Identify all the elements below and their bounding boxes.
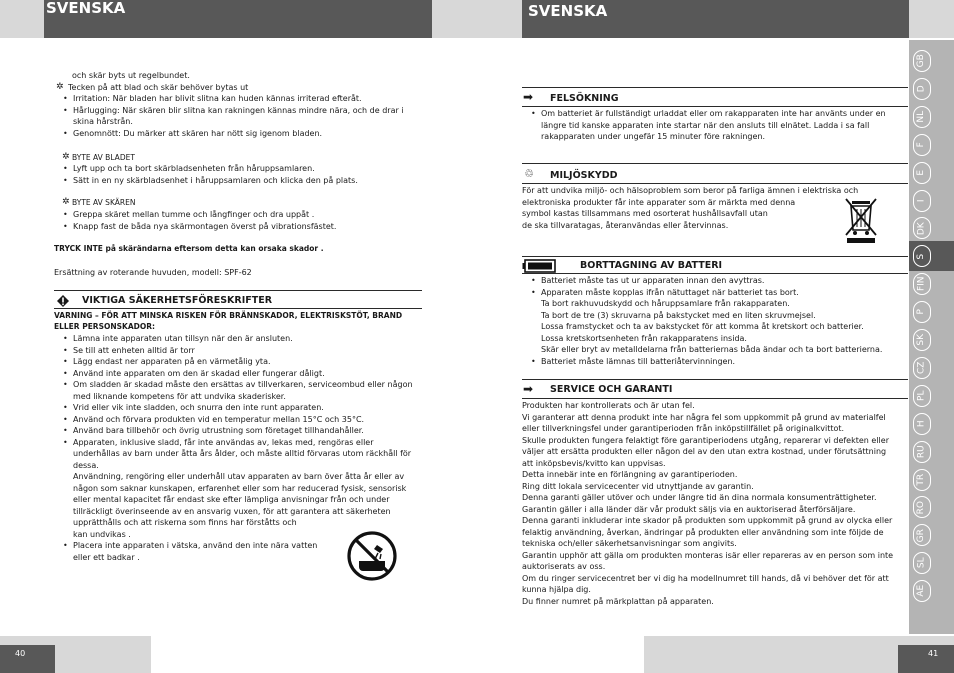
language-tab-gb[interactable]: [913, 50, 931, 72]
trouble-line: rakapparaten under ungefär 15 minuter före rakningen.: [541, 132, 766, 141]
language-tab-i[interactable]: [913, 190, 931, 212]
battery-rule-top: [522, 256, 908, 257]
cutter-title: BYTE AV SKÄREN: [72, 198, 136, 207]
language-code: GR: [916, 528, 927, 542]
wear-bullet: • Hårlugging: När skären blir slitna kan rakningen kännas mindre nära, och de drar i: [73, 105, 404, 117]
left-page-number: 40: [15, 649, 26, 658]
recycle-icon: ♲: [524, 167, 534, 180]
service-line: Ring ditt lokala servicecenter vid utnyttjande av garantin.: [522, 481, 754, 491]
battery-line: • Batteriet måste lämnas till batteriåtervinningen.: [541, 356, 735, 368]
language-tab-sl[interactable]: [913, 552, 931, 574]
service-line: felaktig användning, åverkan, ändringar på produkten eller användning som inte följde de: [522, 527, 884, 537]
safety-line: eller mental kapacitet får endast ske efter lämpliga anvisningar från och under: [73, 495, 390, 504]
warning-icon: [56, 294, 70, 308]
language-code: E: [916, 169, 927, 176]
language-tab-f[interactable]: [913, 134, 931, 156]
env-line: elektroniska produkter får inte apparater som är märkta med denna: [522, 198, 796, 207]
battery-line: Lossa framstycket och ta av bakstycket för att komma åt kretskort och batterier.: [541, 322, 864, 331]
language-code: DK: [916, 221, 927, 235]
service-line: Vi garanterar att denna produkt inte har några fel som uppkommit på grund av materialfel: [522, 412, 886, 422]
language-tab-gr[interactable]: [913, 524, 931, 546]
safety-line: • Använd inte apparaten om den är skadad eller fungerar dåligt.: [73, 368, 325, 380]
service-line: eller tillverkningsfel under garantiperioden från inköpstillfället på originalkvittot.: [522, 424, 845, 433]
language-tab-h[interactable]: [913, 413, 931, 435]
safety-line: • Lägg endast ner apparaten på en värmetålig yta.: [73, 356, 271, 368]
gear-icon: ✲: [62, 197, 70, 207]
service-line: Garantin upphör att gälla om produkten monteras isär eller repareras av en person som inte: [522, 550, 894, 560]
language-tab-tr[interactable]: [913, 469, 931, 491]
safety-line: • Använd och förvara produkten vid en temperatur mellan 15°C och 35°C.: [73, 414, 364, 426]
battery-rule-bottom: [522, 273, 908, 274]
language-code: D: [916, 85, 927, 93]
safety-line: underhållas av barn under åtta års ålder, och måste alltid förvaras utom räckhåll för: [73, 449, 412, 458]
safety-line: kan undvikas .: [73, 529, 131, 539]
right-footer-number-box: [898, 645, 954, 673]
language-code: GB: [916, 54, 927, 68]
cutter-bullet: • Greppa skäret mellan tumme och långfinger och dra uppåt .: [73, 209, 314, 221]
safety-line: • Se till att enheten alltid är torr: [73, 345, 195, 357]
language-tab-dk[interactable]: [913, 217, 931, 239]
service-line: Skulle produkten fungera felaktigt före garantiperiodens utgång, reparerar vi defekten eller: [522, 435, 889, 445]
language-tab-cz[interactable]: [913, 357, 931, 379]
safety-line: någon som saknar kunskapen, erfarenhet eller som har reducerad fysisk, sensorisk: [73, 483, 407, 493]
intro-line: och skär byts ut regelbundet.: [72, 71, 190, 80]
env-line: de ska tillvaratagas, återanvändas eller återvinnas.: [522, 221, 729, 230]
language-code: I: [916, 199, 927, 202]
language-tab-ae[interactable]: [913, 580, 931, 602]
battery-heading: BORTTAGNING AV BATTERI: [580, 260, 723, 271]
env-rule-bottom: [522, 183, 908, 184]
wear-bullet: • Genomnött: Du märker att skären har nött sig igenom bladen.: [73, 128, 322, 140]
language-code: F: [916, 142, 927, 148]
env-heading: MILJÖSKYDD: [550, 170, 618, 181]
safety-line: • Placera inte apparaten i vätska, använd den inte nära vatten: [73, 540, 317, 552]
safety-warning-line: VARNING – FÖR ATT MINSKA RISKEN FÖR BRÄNNSKADOR, ELEKTRISKSTÖT, BRAND: [54, 311, 403, 320]
safety-rule-bottom: [54, 308, 422, 309]
safety-heading: VIKTIGA SÄKERHETSFÖRESKRIFTER: [82, 295, 273, 306]
right-page-number: 41: [928, 649, 939, 658]
trouble-line: • Om batteriet är fullständigt urladdat eller om rakapparaten inte har använts under en: [541, 108, 886, 120]
safety-line: tillräckligt överinseende av en ansvarig vuxen, för att garantera att säkerheten: [73, 506, 391, 516]
language-tab-pl[interactable]: [913, 385, 931, 407]
replacement-heads: Ersättning av roterande huvuden, modell: SPF-62: [54, 268, 252, 277]
safety-line: • Använd bara tillbehör och övrig utrustning som företaget tillhandahåller.: [73, 425, 364, 437]
safety-line: dessa.: [73, 460, 99, 470]
safety-line: • Apparaten, inklusive sladd, får inte användas av, lekas med, rengöras eller: [73, 437, 374, 449]
arrow-right-icon: ➡: [523, 90, 534, 104]
left-footer-number-box: [0, 645, 55, 673]
no-bath-icon: [347, 531, 397, 581]
service-rule-bottom: [522, 398, 908, 399]
language-code: NL: [916, 110, 927, 123]
service-line: Denna garanti inkluderar inte skador på produkten som uppkommit på grund av olycka eller: [522, 516, 893, 525]
language-tab-d[interactable]: [913, 78, 931, 100]
wear-bullet-continuation: skina hårstrån.: [73, 117, 133, 126]
language-tab-sk[interactable]: [913, 329, 931, 351]
trouble-heading: FELSÖKNING: [550, 93, 619, 104]
safety-rule-top: [54, 290, 422, 291]
env-line: För att undvika miljö- och hälsoproblem som beror på farliga ämnen i elektriska och: [522, 186, 859, 195]
safety-line: upprätthålls och att riskerna som finns har förståtts och: [73, 518, 297, 527]
language-code: PL: [916, 390, 927, 402]
language-code: CZ: [916, 361, 927, 375]
language-code: H: [916, 420, 927, 428]
wear-title: Tecken på att blad och skär behöver bytas ut: [68, 83, 249, 92]
gear-icon: ✲: [62, 152, 70, 162]
language-code: SL: [916, 557, 927, 569]
blade-title: BYTE AV BLADET: [72, 153, 135, 162]
language-code: S: [916, 253, 927, 260]
battery-line: Ta bort de tre (3) skruvarna på bakstycket med en liten skruvmejsel.: [541, 310, 816, 320]
cutter-bullet: • Knapp fast de båda nya skärmontagen överst på vibrationsfästet.: [73, 221, 336, 233]
service-line: Du finner numret på märkplattan på apparaten.: [522, 596, 714, 606]
env-line: symbol kastas tillsammans med osorterat hushållsavfall utan: [522, 209, 768, 218]
language-tab-s[interactable]: [913, 245, 931, 267]
battery-line: Ta bort rakhuvudskydd och håruppsamlare från rakapparaten.: [541, 299, 790, 308]
env-rule-top: [522, 163, 908, 164]
language-tab-p[interactable]: [913, 301, 931, 323]
safety-line: • Om sladden är skadad måste den ersättas av tillverkaren, serviceombud eller någon: [73, 379, 413, 391]
language-tab-ru[interactable]: [913, 441, 931, 463]
language-tab-e[interactable]: [913, 162, 931, 184]
service-rule-top: [522, 379, 908, 380]
language-code: FIN: [916, 276, 927, 292]
service-line: Garantin gäller i alla länder där vår produkt säljs via en auktoriserad återförsäljare.: [522, 504, 856, 514]
battery-icon: [522, 259, 556, 273]
language-code: TR: [916, 473, 927, 486]
language-code: RO: [916, 500, 927, 515]
language-code: AE: [916, 585, 927, 598]
language-tab-ro[interactable]: [913, 496, 931, 518]
safety-line: • Vrid eller vik inte sladden, och snurra den inte runt apparaten.: [73, 402, 324, 414]
arrow-right-icon: ➡: [523, 382, 534, 396]
press-warning: TRYCK INTE på skärändarna eftersom detta kan orsaka skador .: [54, 244, 324, 253]
blade-bullet: • Sätt in en ny skärbladsenhet i håruppsamlaren och klicka den på plats.: [73, 175, 358, 187]
battery-line: Skär eller bryt av metalldelarna från batteriernas båda ändar och ta bort batterierna.: [541, 345, 883, 354]
language-code: RU: [916, 445, 927, 459]
blade-bullet: • Lyft upp och ta bort skärbladsenheten från håruppsamlaren.: [73, 163, 315, 175]
service-heading: SERVICE OCH GARANTI: [550, 384, 673, 395]
gear-icon: ✲: [56, 82, 64, 92]
service-line: väljer att ersätta produkten eller någon del av den utan extra kostnad, under förutsättning: [522, 447, 887, 456]
crossed-bin-icon: [843, 197, 879, 245]
service-line: tekniska och/eller säkerhetsanvisningar som angivits.: [522, 539, 737, 548]
service-line: att inköpsbevis/kvitto kan uppvisas.: [522, 458, 666, 468]
service-line: Denna garanti gäller utöver och under längre tid än dina normala konsumenträttigheter.: [522, 493, 877, 502]
battery-line: • Batteriet måste tas ut ur apparaten innan den avyttras.: [541, 275, 764, 287]
trouble-rule-bottom: [522, 106, 908, 107]
safety-line: med liknande kompetens för att undvika skaderisker.: [73, 391, 286, 401]
wear-bullet: • Irritation: När bladen har blivit slitna kan huden kännas irriterad efteråt.: [73, 93, 362, 105]
safety-warning-line: ELLER PERSONSKADOR:: [54, 322, 156, 331]
safety-line: • Lämna inte apparaten utan tillsyn när den är ansluten.: [73, 333, 293, 345]
battery-line: Lossa kretskortsenheten från rakapparatens insida.: [541, 333, 747, 343]
service-line: kunna hjälpa dig.: [522, 585, 591, 594]
service-line: auktoriserats av oss.: [522, 562, 606, 571]
right-page-title: SVENSKA: [528, 2, 608, 20]
safety-line: eller ett badkar .: [73, 552, 140, 562]
trouble-line: längre tid kanske apparaten inte startar när den ansluts till elnätet. Ladda i sa fall: [541, 120, 870, 130]
trouble-rule-top: [522, 87, 908, 88]
service-line: Detta innebär inte en förlängning av garantiperioden.: [522, 470, 738, 479]
battery-line: • Apparaten måste kopplas ifrån nätuttaget när batteriet tas bort.: [541, 287, 799, 299]
language-tab-fin[interactable]: [913, 273, 931, 295]
left-page-title: SVENSKA: [46, 0, 126, 17]
safety-line: Användning, rengöring eller underhåll utav apparaten av barn över åtta år eller av: [73, 472, 405, 481]
language-tab-nl[interactable]: [913, 106, 931, 128]
service-line: Produkten har kontrollerats och är utan fel.: [522, 401, 695, 410]
language-code: P: [916, 309, 927, 315]
language-code: SK: [916, 334, 927, 346]
service-line: Om du ringer servicecentret ber vi dig ha modellnumret till hands, då vi behöver det för att: [522, 573, 889, 583]
